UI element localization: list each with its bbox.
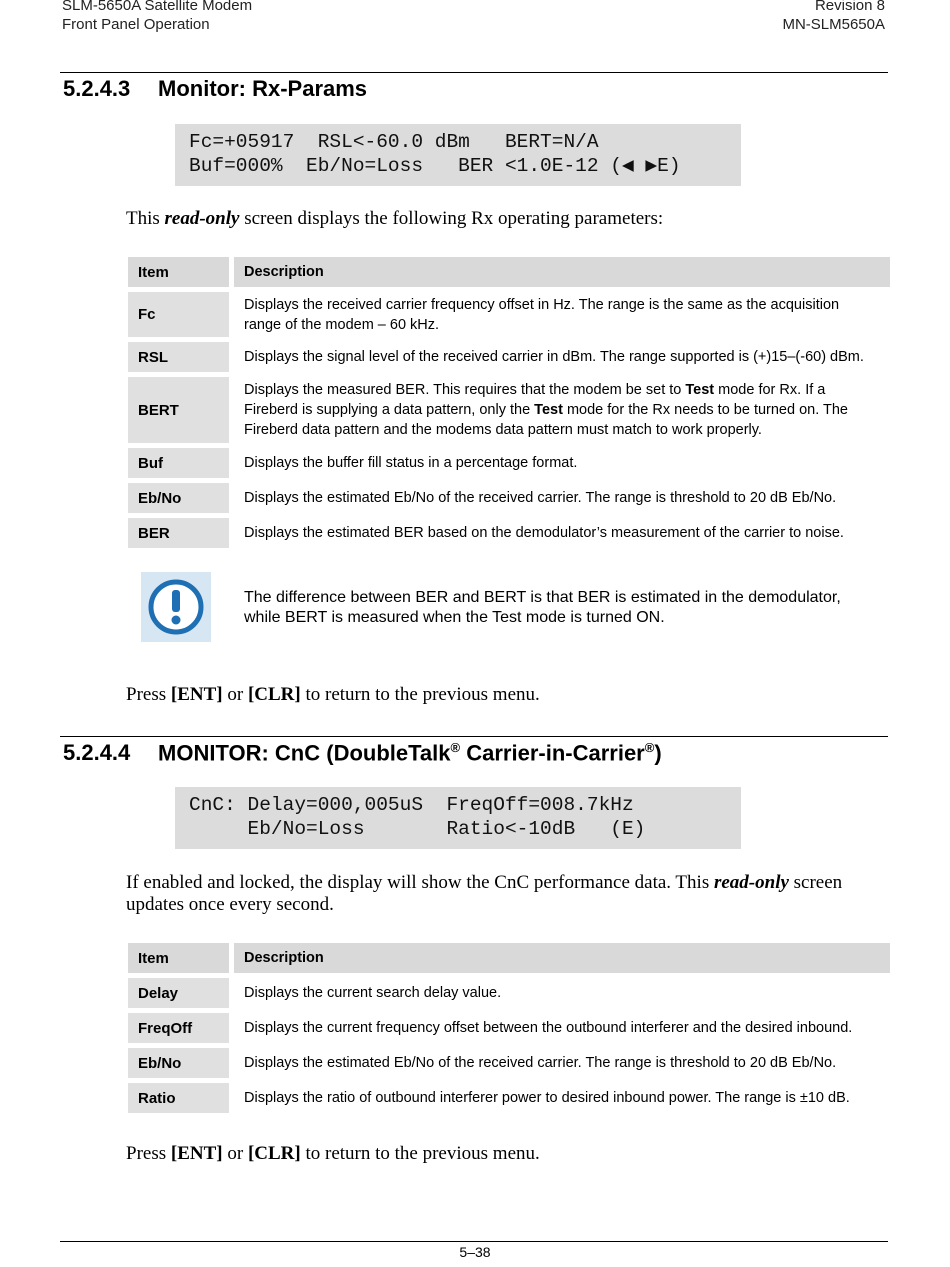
section-title: MONITOR: CnC (DoubleTalk <box>158 740 451 766</box>
lcd-display-rx-params <box>175 124 741 186</box>
table-cell-description: Displays the estimated Eb/No of the received carrier. The range is threshold to 20 dB Eb/No. <box>244 1055 837 1071</box>
footer-divider <box>60 1241 888 1242</box>
table-row <box>128 377 890 443</box>
table-cell-item: BER <box>128 518 229 548</box>
intro-paragraph <box>126 872 866 916</box>
header-product: SLM-5650A Satellite Modem <box>62 0 253 14</box>
press-text: or <box>222 684 248 705</box>
press-instruction <box>126 684 866 706</box>
header-revision: Revision 8 <box>814 0 885 14</box>
intro-text-rest: screen updates once every second. <box>126 872 843 915</box>
section-heading-cnc <box>63 740 662 766</box>
intro-text-rest: screen displays the following Rx operating parameters: <box>239 208 664 229</box>
table-cell-description: Displays the buffer fill status in a percentage format. <box>244 455 578 471</box>
intro-emphasis: read-only <box>713 872 789 893</box>
cnc-params-table <box>128 943 890 1118</box>
table-cell-item: Buf <box>128 448 229 478</box>
intro-text: This <box>126 208 165 229</box>
section-divider <box>60 736 888 737</box>
table-cell-item: Fc <box>128 292 229 337</box>
table-cell-item: Eb/No <box>128 483 229 513</box>
table-cell-item: Delay <box>128 978 229 1008</box>
table-row <box>128 1083 890 1113</box>
ent-key-label: [ENT] <box>170 1143 223 1164</box>
header-chapter: Front Panel Operation <box>62 16 210 33</box>
table-header-description: Description <box>234 943 890 973</box>
press-instruction <box>126 1143 866 1165</box>
table-cell-description: Displays the current search delay value. <box>244 985 502 1001</box>
intro-emphasis: read-only <box>164 208 240 229</box>
section-title-end: ) <box>654 740 662 766</box>
table-row <box>128 978 890 1008</box>
page-number: 5–38 <box>459 1244 491 1260</box>
intro-text: If enabled and locked, the display will show the CnC performance data. This <box>126 872 714 893</box>
table-cell-description: Displays the received carrier frequency offset in Hz. The range is the same as the acquisition range of the modem – 60 kHz. <box>244 296 840 333</box>
desc-text: Displays the measured BER. This requires that the modem be set to <box>244 382 686 398</box>
important-note-text: The difference between BER and BERT is that BER is estimated in the demodulator, while BERT is measured when the Test mode is turned ON. <box>244 589 841 626</box>
table-cell-item: BERT <box>128 377 229 443</box>
section-title-cont: Carrier-in-Carrier <box>460 740 645 766</box>
table-cell-item: Ratio <box>128 1083 229 1113</box>
table-row <box>128 483 890 513</box>
desc-bold-test: Test <box>685 382 715 398</box>
desc-text: mode for Rx. If a Fireberd is supplying a data pattern, only the <box>244 382 826 418</box>
ent-key-label: [ENT] <box>170 684 223 705</box>
press-text: Press <box>126 684 171 705</box>
table-row <box>128 342 890 372</box>
running-header-right <box>782 0 885 34</box>
press-text: Press <box>126 1143 171 1164</box>
lcd-line-2: Buf=000% Eb/No=Loss BER <1.0E-12 (◀ ▶E) <box>189 155 681 177</box>
section-title: Monitor: Rx-Params <box>158 76 368 101</box>
section-number: 5.2.4.4 <box>63 740 131 766</box>
table-cell-item: RSL <box>128 342 229 372</box>
important-exclamation-icon <box>141 572 211 642</box>
table-cell-description: Displays the signal level of the received carrier in dBm. The range supported is (+)15–(-60) dBm. <box>244 349 864 365</box>
table-row <box>128 292 890 337</box>
section-number: 5.2.4.3 <box>63 76 131 101</box>
intro-paragraph <box>126 208 866 230</box>
section-heading-rx-params <box>63 76 367 102</box>
header-doc-number: MN-SLM5650A <box>782 16 885 33</box>
table-cell-description: Displays the estimated BER based on the demodulator’s measurement of the carrier to noise. <box>244 525 844 541</box>
table-row <box>128 518 890 548</box>
press-text: to return to the previous menu. <box>300 1143 540 1164</box>
press-text: or <box>222 1143 248 1164</box>
lcd-display-cnc <box>175 787 741 849</box>
press-text: to return to the previous menu. <box>300 684 540 705</box>
registered-mark: ® <box>450 740 461 755</box>
desc-bold-test: Test <box>534 402 563 418</box>
registered-mark: ® <box>644 740 655 755</box>
section-divider <box>60 72 888 73</box>
table-cell-description <box>234 377 890 443</box>
table-row <box>128 448 890 478</box>
table-header-item: Item <box>128 943 229 973</box>
lcd-line-1: Fc=+05917 RSL<-60.0 dBm BERT=N/A <box>189 131 599 153</box>
rx-params-table <box>128 257 890 553</box>
table-cell-item: Eb/No <box>128 1048 229 1078</box>
lcd-line-2: Eb/No=Loss Ratio<-10dB (E) <box>189 818 646 840</box>
table-cell-description: Displays the current frequency offset between the outbound interferer and the desired inbound. <box>244 1020 853 1036</box>
table-header-row <box>128 943 890 973</box>
table-header-item: Item <box>128 257 229 287</box>
running-header-left <box>62 0 252 34</box>
table-header-description: Description <box>234 257 890 287</box>
lcd-line-1: CnC: Delay=000,005uS FreqOff=008.7kHz <box>189 794 634 816</box>
clr-key-label: [CLR] <box>247 1143 301 1164</box>
clr-key-label: [CLR] <box>247 684 301 705</box>
table-row <box>128 1048 890 1078</box>
table-cell-item: FreqOff <box>128 1013 229 1043</box>
table-cell-description: Displays the ratio of outbound interferer power to desired inbound power. The range is ±10 dB. <box>244 1090 850 1106</box>
table-cell-description: Displays the estimated Eb/No of the received carrier. The range is threshold to 20 dB Eb/No. <box>244 490 837 506</box>
desc-text: mode for the Rx needs to be turned on. The Fireberd data pattern and the modems data pattern must match to work properly. <box>244 402 849 438</box>
table-header-row <box>128 257 890 287</box>
table-row <box>128 1013 890 1043</box>
